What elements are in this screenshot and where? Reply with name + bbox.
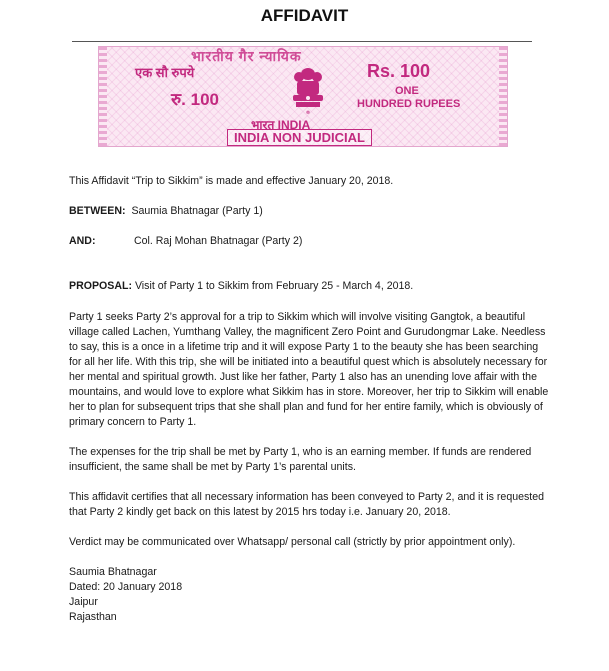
signature-state: Rajasthan xyxy=(69,611,117,623)
stamp-value-hindi-words: एक सौ रुपये xyxy=(135,65,195,80)
stamp-paper xyxy=(98,46,508,147)
between-label: BETWEEN: xyxy=(69,205,126,217)
intro-line: This Affidavit “Trip to Sikkim” is made and effective January 20, 2018. xyxy=(69,175,394,187)
paragraph-4: Verdict may be communicated over Whatsapp/ personal call (strictly by prior appointment only). xyxy=(69,536,516,548)
svg-text:☸: ☸ xyxy=(305,110,311,115)
between-value: Saumia Bhatnagar (Party 1) xyxy=(131,205,263,217)
stamp-value-words-2: HUNDRED RUPEES xyxy=(357,98,461,110)
stamp-edge-right xyxy=(499,47,507,146)
paragraph-3: This affidavit certifies that all necessary information has been conveyed to Party 2, and it is requested that Party 2 kindly get back on this latest by 2015 hrs today i.e. January 20, 2018. xyxy=(69,491,545,518)
signature-city: Jaipur xyxy=(69,596,98,608)
stamp-top-text: भारतीय गैर न्यायिक xyxy=(191,48,302,64)
document-title: AFFIDAVIT xyxy=(260,6,349,25)
proposal-label: PROPOSAL: xyxy=(69,280,132,292)
ashoka-emblem-icon xyxy=(287,65,329,115)
and-label: AND: xyxy=(69,235,96,247)
paragraph-2: The expenses for the trip shall be met by Party 1, who is an earning member. If funds are rendered insufficient, the same shall be met by Party 1’s parental units. xyxy=(69,446,532,473)
stamp-country: भारत INDIA xyxy=(251,118,311,132)
stamp-type: INDIA NON JUDICIAL xyxy=(227,129,372,146)
proposal-row xyxy=(69,279,549,294)
title-divider xyxy=(72,41,532,42)
stamp-value-hindi-numeric: रु. 100 xyxy=(171,90,219,109)
and-value: Col. Raj Mohan Bhatnagar (Party 2) xyxy=(134,235,303,247)
signature-block xyxy=(69,565,549,625)
stamp-value-numeric: Rs. 100 xyxy=(367,61,431,81)
signature-date: Dated: 20 January 2018 xyxy=(69,581,183,593)
paragraph-1: Party 1 seeks Party 2’s approval for a trip to Sikkim which will involve visiting Gangtok, a beautiful village called Lachen, Yumthang Valley, the magnificent Zero Point and Gurudongmar Lake. Needless to say, this is a once in a lifetime trip and it will expose Party 1 to the beauty she has been searching for all her life. With this trip, she will be initiated into a beautiful quest which is absolutely necessary for her mental and spiritual growth. Just like her father, Party 1 also has an unending love affair with the mountains, and would love to explore what Sikkim has in store. Moreover, her trip to Sikkim will enable her to plan for subsequent trips that she shall plan and fund for her entire family, which is obviously of primary concern to Party 1. xyxy=(69,311,549,428)
proposal-value: Visit of Party 1 to Sikkim from February 25 - March 4, 2018. xyxy=(134,280,414,292)
stamp-edge-left xyxy=(99,47,107,146)
stamp-value-words-1: ONE xyxy=(395,85,419,97)
signature-name: Saumia Bhatnagar xyxy=(69,566,157,578)
between-row xyxy=(69,204,549,219)
affidavit-body xyxy=(69,174,549,625)
and-row xyxy=(69,234,549,249)
